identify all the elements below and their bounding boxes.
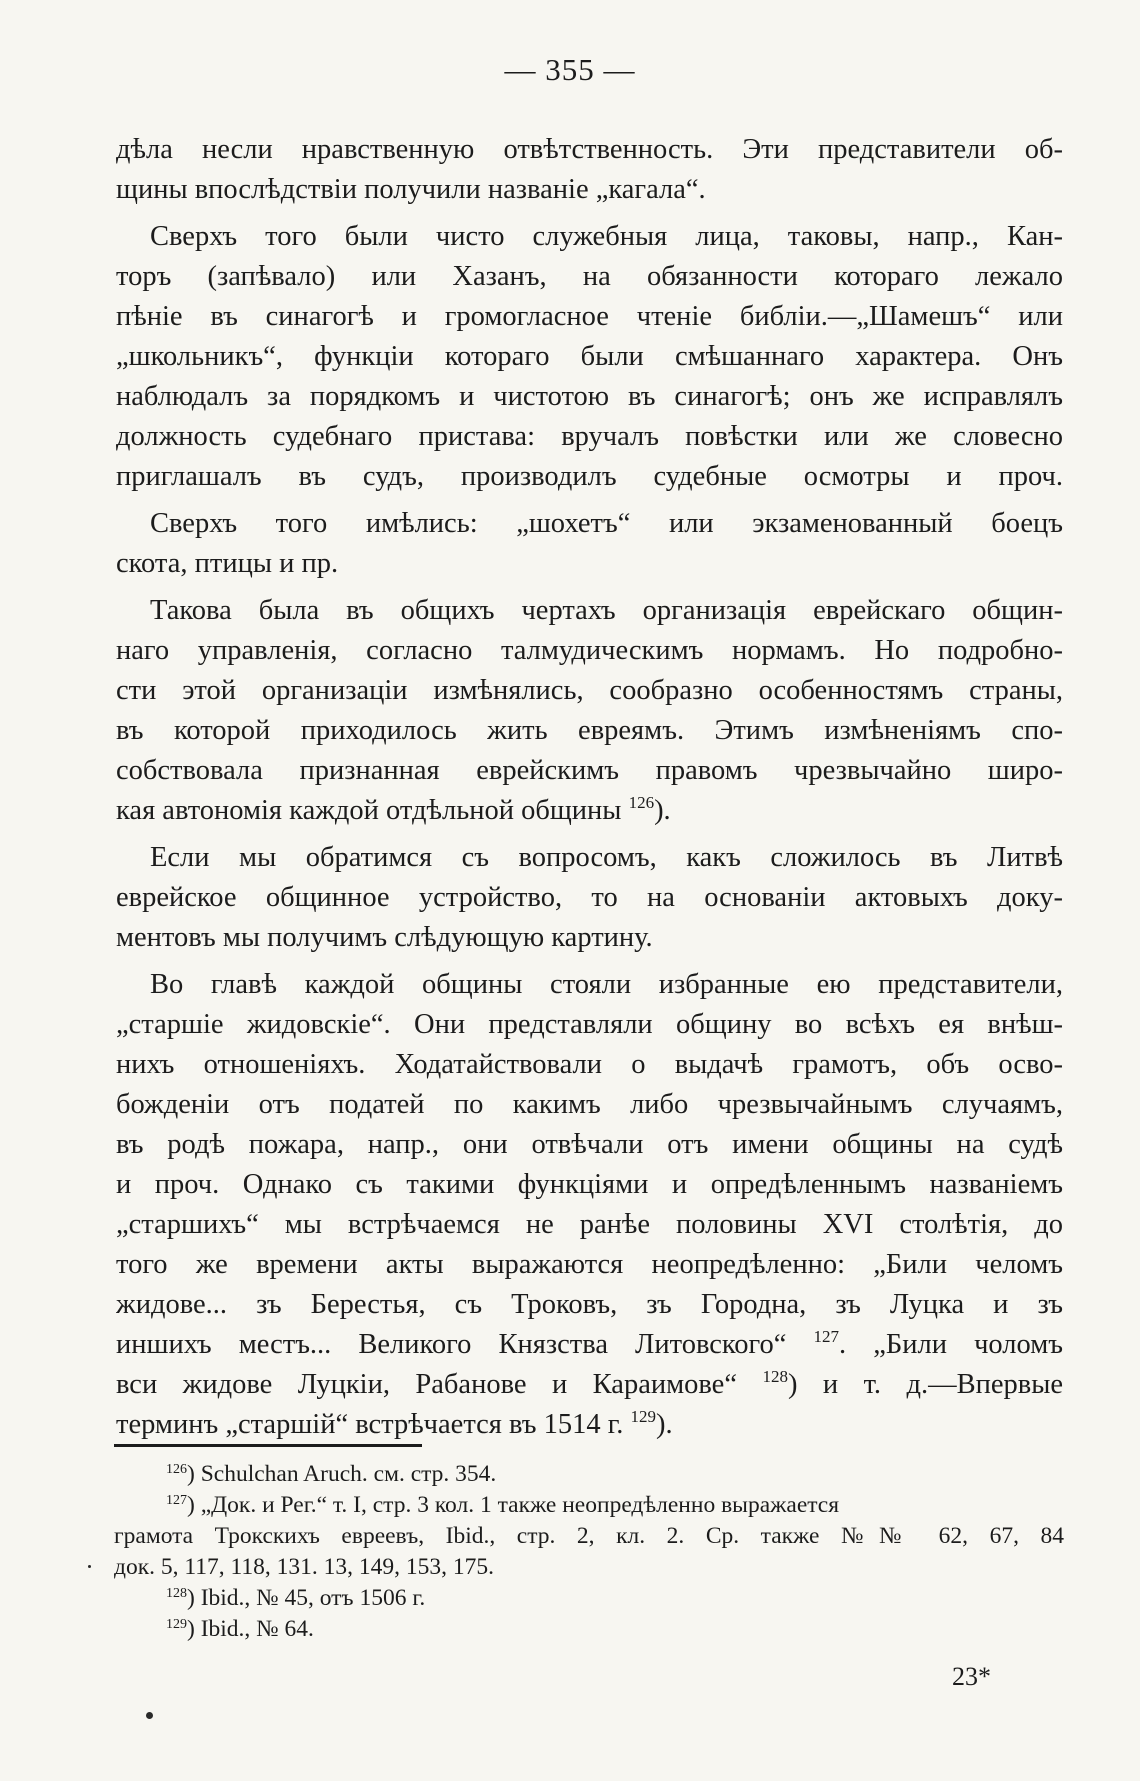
text-line bbox=[116, 838, 1063, 878]
text-line bbox=[116, 791, 1063, 831]
text-line-text: нихъ отношеніяхъ. Ходатайствовали о выдачѣ грамотъ, объ осво- bbox=[116, 1049, 1063, 1080]
text-line-tail: ) и т. д.—Впервые bbox=[787, 1369, 1063, 1400]
footnote-line bbox=[114, 1552, 1064, 1583]
text-line bbox=[116, 1365, 1063, 1405]
text-line-text: Если мы обратимся съ вопросомъ, какъ сложилось въ Литвѣ bbox=[150, 842, 1063, 873]
footnotes bbox=[114, 1459, 1064, 1645]
text-line bbox=[116, 130, 1063, 170]
text-line-text: должность судебнаго пристава: вручалъ повѣстки или же словесно bbox=[116, 421, 1063, 452]
text-line bbox=[116, 1205, 1063, 1245]
footnote-line bbox=[114, 1490, 1064, 1521]
text-line-text: собствовала признанная еврейскимъ правомъ чрезвычайно широ- bbox=[116, 755, 1063, 786]
text-line bbox=[116, 1405, 1063, 1445]
footnote-line-text: док. 5, 117, 118, 131. 13, 149, 153, 175. bbox=[114, 1554, 495, 1580]
footnote-reference: 128 bbox=[762, 1367, 788, 1386]
text-line-text: скота, птицы и пр. bbox=[116, 548, 339, 579]
footnote-reference: 127 bbox=[813, 1327, 840, 1346]
text-line-text: Во главѣ каждой общины стояли избранные ею представители, bbox=[150, 969, 1063, 1000]
text-line-text: приглашалъ въ судъ, производилъ судебные осмотры и проч. bbox=[116, 461, 1063, 492]
text-line bbox=[116, 711, 1063, 751]
signature-mark: 23* bbox=[952, 1662, 991, 1691]
text-line bbox=[116, 751, 1063, 791]
text-line bbox=[116, 1245, 1063, 1285]
text-line-text: иншихъ местъ... Великого Князства Литовского“ bbox=[116, 1329, 787, 1360]
text-line bbox=[116, 337, 1063, 377]
text-line-text: „старшіе жидовскіе“. Они представляли общину во всѣхъ ея внѣш- bbox=[116, 1009, 1063, 1040]
text-line-text: божденіи отъ податей по какимъ либо чрезвычайнымъ случаямъ, bbox=[116, 1089, 1063, 1120]
text-line bbox=[116, 671, 1063, 711]
footnote-marker: 128 bbox=[166, 1586, 187, 1601]
text-line-tail: . „Били чоломъ bbox=[839, 1329, 1063, 1360]
footnote-line-text: ) Ibid., № 45, отъ 1506 г. bbox=[187, 1585, 426, 1611]
text-line-text: и проч. Однако съ такими функціями и опредѣленнымъ названіемъ bbox=[116, 1169, 1063, 1200]
text-line-tail: ). bbox=[655, 1409, 673, 1440]
text-line-text: Сверхъ того имѣлись: „шохетъ“ или экзаменованный боецъ bbox=[150, 508, 1063, 539]
text-line-text: того же времени акты выражаются неопредѣленно: „Били челомъ bbox=[116, 1249, 1063, 1280]
text-line bbox=[116, 878, 1063, 918]
text-line-text: еврейское общинное устройство, то на основаніи актовыхъ доку- bbox=[116, 882, 1063, 913]
text-line-text: сти этой организаціи измѣнялись, сообразно особенностямъ страны, bbox=[116, 675, 1063, 706]
footnote-marker: 127 bbox=[166, 1493, 187, 1508]
footnote-reference: 126 bbox=[628, 793, 655, 812]
text-line-text: наго управленія, согласно талмудическимъ нормамъ. Но подробно- bbox=[116, 635, 1063, 666]
text-line bbox=[116, 1285, 1063, 1325]
text-line-text: въ родѣ пожара, напр., они отвѣчали отъ имени общины на судѣ bbox=[116, 1129, 1063, 1160]
text-line-text: „старшихъ“ мы встрѣчаемся не ранѣе половины XVI столѣтія, до bbox=[116, 1209, 1063, 1240]
text-line-tail: ). bbox=[654, 795, 671, 826]
text-line bbox=[116, 170, 1063, 210]
footnote-marker: 126 bbox=[166, 1462, 187, 1477]
text-line bbox=[116, 631, 1063, 671]
text-line bbox=[116, 1085, 1063, 1125]
footnote-separator bbox=[114, 1444, 422, 1447]
text-line-text: щины впослѣдствіи получили названіе „кагала“. bbox=[116, 174, 706, 205]
footnote-reference: 129 bbox=[630, 1407, 656, 1426]
text-line bbox=[116, 1125, 1063, 1165]
footnote-line bbox=[114, 1614, 1064, 1645]
text-line bbox=[116, 1165, 1063, 1205]
text-line-text: „школьникъ“, функціи котораго были смѣшаннаго характера. Онъ bbox=[116, 341, 1063, 372]
footnote-marker: 129 bbox=[166, 1617, 187, 1632]
footnote-line bbox=[114, 1521, 1064, 1552]
footnote-line-text: грамота Трокскихъ евреевъ, Ibid., стр. 2, кл. 2. Ср. также №№ 62, 67, 84 bbox=[114, 1523, 1064, 1549]
text-line bbox=[116, 217, 1063, 257]
text-line bbox=[116, 918, 1063, 958]
text-line bbox=[116, 377, 1063, 417]
text-line bbox=[116, 1045, 1063, 1085]
text-line bbox=[116, 297, 1063, 337]
text-line bbox=[116, 417, 1063, 457]
text-line-text: ментовъ мы получимъ слѣдующую картину. bbox=[116, 922, 653, 953]
text-line-text: вси жидове Луцкіи, Рабанове и Караимове“ bbox=[116, 1369, 737, 1400]
text-line-text: кая автономія каждой отдѣльной общины bbox=[116, 795, 622, 826]
page-number: — 355 — bbox=[504, 52, 636, 87]
text-line bbox=[116, 457, 1063, 497]
text-line-text: жидове... зъ Берестья, съ Троковъ, зъ Городна, зъ Луцка и зъ bbox=[116, 1289, 1063, 1320]
text-line bbox=[116, 257, 1063, 297]
footnote-line bbox=[114, 1583, 1064, 1614]
text-line bbox=[116, 544, 1063, 584]
text-line-text: торъ (запѣвало) или Хазанъ, на обязанности котораго лежало bbox=[116, 261, 1063, 292]
text-line bbox=[116, 1325, 1063, 1365]
text-line-text: въ которой приходилось жить евреямъ. Этимъ измѣненіямъ спо- bbox=[116, 715, 1063, 746]
main-text bbox=[116, 130, 1063, 1445]
text-line-text: терминъ „старшій“ встрѣчается въ 1514 г. bbox=[116, 1409, 624, 1440]
text-line-text: Сверхъ того были чисто служебныя лица, таковы, напр., Кан- bbox=[150, 221, 1063, 252]
ink-speck bbox=[88, 1565, 91, 1568]
text-line bbox=[116, 1005, 1063, 1045]
footnote-line-text: ) Ibid., № 64. bbox=[187, 1616, 314, 1642]
footnote-line-text: ) Schulchan Aruch. см. стр. 354. bbox=[187, 1461, 497, 1487]
text-line-text: наблюдалъ за порядкомъ и чистотою въ синагогѣ; онъ же исправлялъ bbox=[116, 381, 1063, 412]
footnote-line-text: ) „Док. и Рег.“ т. I, стр. 3 кол. 1 также неопредѣленно выражается bbox=[187, 1492, 840, 1518]
ink-speck bbox=[146, 1712, 153, 1719]
text-line-text: дѣла несли нравственную отвѣтственность. Эти представители об- bbox=[116, 134, 1063, 165]
text-line bbox=[116, 591, 1063, 631]
text-line-text: Такова была въ общихъ чертахъ организація еврейскаго общин- bbox=[150, 595, 1063, 626]
text-line-text: пѣніе въ синагогѣ и громогласное чтеніе библіи.—„Шамешъ“ или bbox=[116, 301, 1063, 332]
text-line bbox=[116, 504, 1063, 544]
text-line bbox=[116, 965, 1063, 1005]
footnote-line bbox=[114, 1459, 1064, 1490]
